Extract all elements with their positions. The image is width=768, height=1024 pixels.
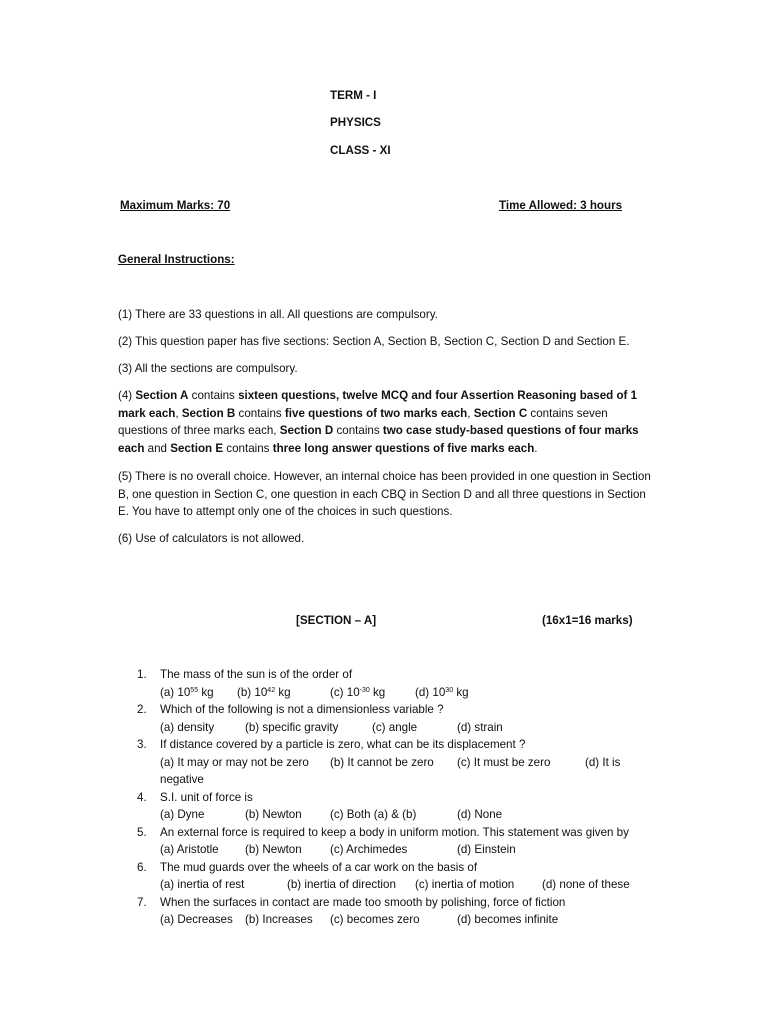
option-c [330, 684, 385, 702]
question-4 [137, 789, 657, 824]
instructions-heading: General Instructions: [118, 253, 235, 266]
i4-text: contains [235, 406, 285, 420]
option-d-exponent: 30 [445, 686, 454, 694]
instruction-1-text: (1) There are 33 questions in all. All questions are compulsory. [118, 308, 438, 321]
question-options [160, 876, 657, 894]
i4-text: and [144, 441, 171, 455]
option-b: (b) It cannot be zero [330, 755, 434, 769]
question-options [160, 911, 657, 929]
instruction-5-text: (5) There is no overall choice. However, an internal choice has been provided in one question in Section B, one question in Section C, one question in each CBQ in Section D and all three questions in Section E. You have to attempt only one of the choices in such questions. [118, 470, 651, 518]
i4-section-b-desc: five questions of two marks each [284, 406, 468, 420]
option-d: (d) becomes infinite [457, 913, 559, 926]
option-d-unit: kg [453, 685, 469, 699]
option-a: (a) It may or may not be zero [160, 755, 309, 769]
option-a-exponent: 55 [190, 686, 199, 694]
instruction-6-text: (6) Use of calculators is not allowed. [118, 532, 305, 545]
instruction-3 [118, 360, 653, 378]
question-options [160, 754, 657, 772]
option-d: (d) strain [457, 720, 503, 734]
i4-prefix: (4) [118, 389, 136, 402]
option-c: (c) angle [372, 720, 418, 734]
i4-section-c: Section C [473, 406, 528, 420]
section-title: [SECTION – A] [296, 614, 377, 627]
option-d: (d) It is [585, 755, 621, 769]
question-number: 1. [137, 668, 147, 681]
option-c: (c) inertia of motion [415, 878, 515, 891]
maximum-marks: Maximum Marks: 70 [120, 199, 231, 212]
option-a: (a) Decreases [160, 913, 233, 926]
i4-text: . [534, 441, 538, 455]
i4-section-e: Section E [170, 441, 224, 455]
option-b [237, 684, 291, 702]
option-a-unit: kg [198, 685, 214, 699]
option-b: (b) Increases [245, 913, 313, 926]
question-options [160, 719, 657, 737]
option-d-continuation: negative [160, 773, 204, 786]
instruction-1 [118, 306, 653, 324]
question-number: 5. [137, 825, 147, 839]
option-c-unit: kg [369, 685, 386, 699]
question-options [160, 684, 657, 702]
option-c: (c) becomes zero [330, 913, 420, 926]
i4-section-a: Section A [135, 389, 189, 402]
option-a: (a) Aristotle [160, 843, 219, 856]
i4-section-e-desc: three long answer questions of five marks each [272, 441, 535, 455]
option-b: (b) Newton [245, 843, 302, 856]
question-options [160, 806, 657, 824]
class-label: CLASS - XI [330, 144, 391, 157]
question-text: The mass of the sun is of the order of [160, 668, 353, 681]
option-c: (c) Both (a) & (b) [330, 808, 417, 821]
option-a-base: (a) 10 [160, 685, 191, 699]
question-text: S.I. unit of force is [160, 790, 253, 804]
question-number: 3. [137, 738, 147, 751]
i4-section-c-desc: contains seven questions of three marks each, [118, 406, 608, 437]
question-3 [137, 736, 657, 789]
question-number: 4. [137, 790, 147, 804]
question-number: 7. [137, 895, 147, 909]
option-b-base: (b) 10 [237, 685, 268, 699]
question-1 [137, 666, 657, 701]
question-number: 2. [137, 703, 147, 716]
option-d-base: (d) 10 [415, 685, 446, 699]
option-a [160, 684, 214, 702]
option-b: (b) specific gravity [245, 720, 339, 734]
i4-text: contains [333, 424, 383, 437]
subject-label: PHYSICS [330, 116, 381, 129]
option-b-exponent: 42 [267, 686, 276, 694]
instruction-4-text [118, 387, 653, 457]
question-7 [137, 894, 657, 929]
option-c-base: (c) 10 [330, 685, 360, 699]
i4-section-d-desc: two case study-based questions of four marks each [118, 424, 639, 455]
question-2 [137, 701, 657, 736]
i4-section-d: Section D [279, 424, 334, 437]
instruction-4 [118, 387, 653, 457]
option-b: (b) Newton [245, 808, 302, 821]
instruction-5 [118, 468, 653, 521]
i4-text: contains [188, 389, 239, 402]
question-text: When the surfaces in contact are made too smooth by polishing, force of fiction [160, 895, 566, 909]
term-label: TERM - I [330, 89, 377, 102]
i4-text: , [467, 406, 474, 420]
option-d [415, 684, 469, 702]
option-c: (c) Archimedes [330, 843, 408, 856]
option-d: (d) none of these [542, 878, 630, 891]
option-c: (c) It must be zero [457, 755, 551, 769]
i4-text: contains [223, 441, 273, 455]
question-list [137, 666, 657, 929]
question-5 [137, 824, 657, 859]
time-allowed: Time Allowed: 3 hours [499, 199, 623, 212]
section-marks: (16x1=16 marks) [542, 614, 633, 627]
i4-text: , [175, 406, 182, 420]
question-number: 6. [137, 860, 147, 874]
option-a: (a) Dyne [160, 808, 205, 821]
i4-section-a-desc: sixteen questions, twelve MCQ and four Assertion Reasoning based of 1 mark each [118, 389, 638, 420]
option-d: (d) Einstein [457, 843, 516, 856]
option-d: (d) None [457, 808, 503, 821]
option-a: (a) inertia of rest [160, 878, 245, 891]
option-b: (b) inertia of direction [287, 878, 396, 891]
option-b-unit: kg [275, 685, 291, 699]
instruction-3-text: (3) All the sections are compulsory. [118, 362, 298, 375]
question-6 [137, 859, 657, 894]
option-a: (a) density [160, 720, 215, 734]
question-text: Which of the following is not a dimensionless variable ? [160, 703, 444, 716]
question-text: If distance covered by a particle is zero, what can be its displacement ? [160, 738, 526, 751]
question-text: The mud guards over the wheels of a car work on the basis of [160, 860, 478, 874]
instruction-2-text: (2) This question paper has five sections: Section A, Section B, Section C, Section D and Section E. [118, 335, 630, 348]
option-c-exponent: -30 [359, 686, 370, 694]
i4-section-b: Section B [181, 406, 236, 420]
instruction-6 [118, 530, 653, 548]
question-text: An external force is required to keep a body in uniform motion. This statement was given by [160, 825, 629, 839]
question-options [160, 841, 657, 859]
instruction-2 [118, 333, 653, 351]
